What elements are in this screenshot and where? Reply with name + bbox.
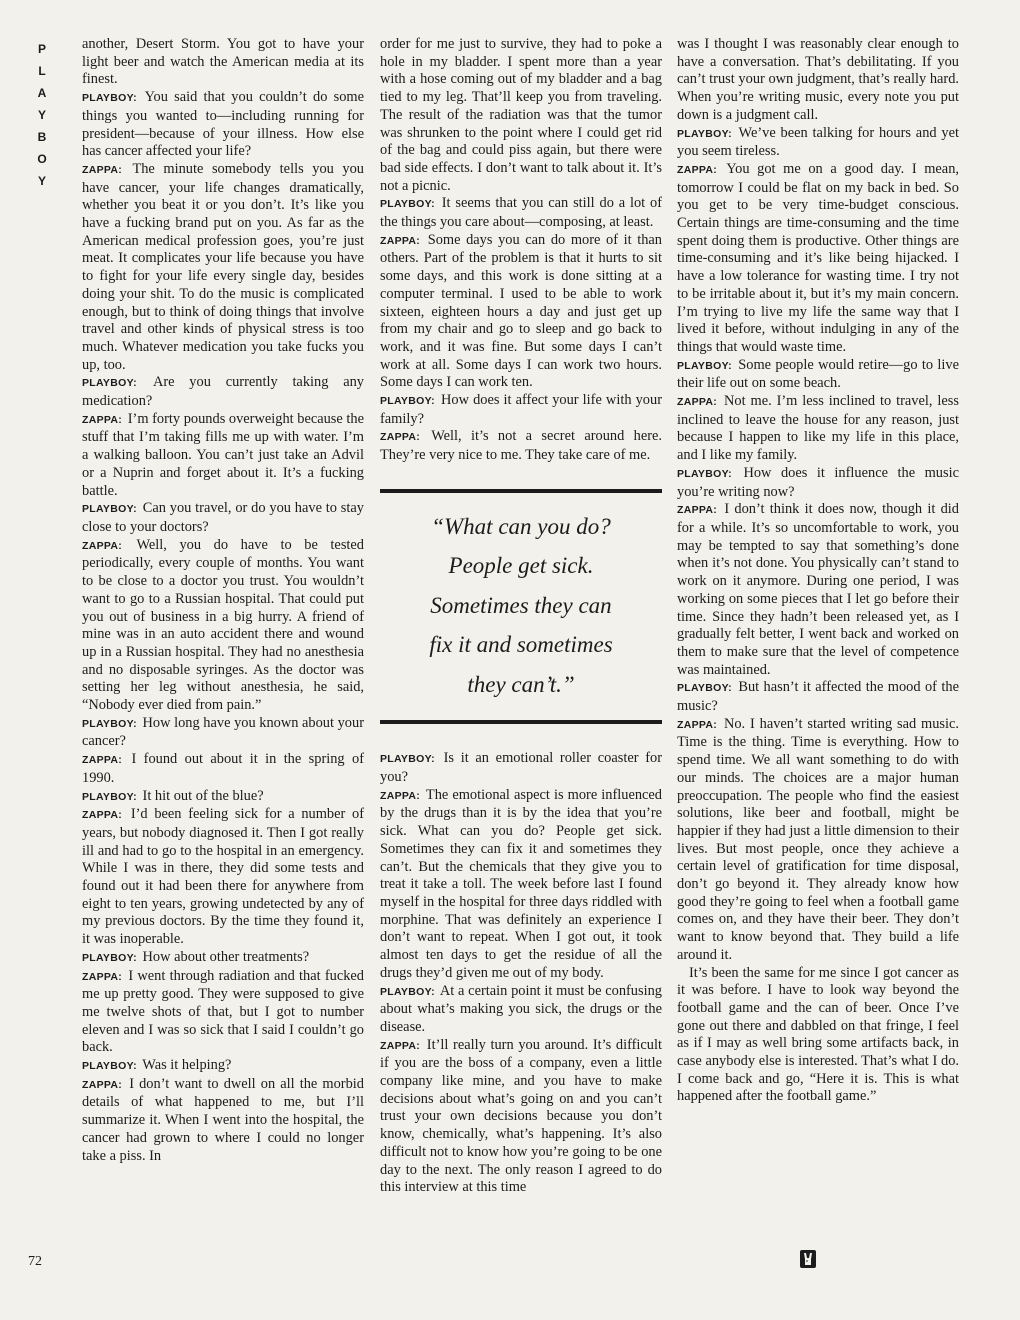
magazine-name-letter: O [37, 152, 47, 166]
speaker-label: PLAYBOY: [677, 467, 732, 480]
paragraph [82, 751, 364, 787]
speaker-label: PLAYBOY: [380, 395, 435, 408]
paragraph [82, 161, 364, 374]
paragraph-text: another, Desert Storm. You got to have your light beer and watch the American media at its finest. [82, 36, 364, 88]
paragraph [380, 787, 662, 983]
paragraph-text: order for me just to survive, they had to poke a hole in my bladder. I spent more than a year with a hose coming out of my bladder and a bag tied to my leg. That’ll keep you from traveling. The result of the radiation was that the tumor was shrunken to the point where I could get rid of the bag and could piss again, but there were bad side effects. I don’t want to talk about it. It’s not a picnic. [380, 36, 662, 194]
speaker-label: ZAPPA: [380, 431, 421, 444]
paragraph [380, 1037, 662, 1197]
paragraph-text: Some days you can do more of it than others. Part of the problem is that it hurts to sit some days, and this work is done sitting at a computer terminal. I used to be able to work sixteen, eighteen hours a day and just get up from my chair and go to sleep and go back to work, and it was fine. But some days I can’t work at all. Some days I can work two hours. Some days I can work ten. [380, 231, 662, 391]
speaker-label: ZAPPA: [380, 789, 421, 802]
speaker-label: ZAPPA: [677, 718, 718, 731]
speaker-label: ZAPPA: [677, 396, 718, 409]
speaker-label: ZAPPA: [380, 234, 421, 247]
paragraph [380, 36, 662, 195]
speaker-label: ZAPPA: [82, 809, 123, 822]
paragraph-text: At a certain point it must be confusing about what’s making you sick, the drugs or the disease. [380, 982, 662, 1035]
paragraph [380, 750, 662, 786]
paragraph [677, 36, 959, 125]
paragraph [677, 679, 959, 715]
paragraph-text: I found out about it in the spring of 1990. [82, 751, 364, 786]
column-1 [82, 36, 364, 1165]
pull-quote [380, 489, 662, 725]
paragraph [82, 715, 364, 751]
pull-quote-line: Sometimes they can [430, 592, 612, 618]
paragraph [677, 965, 959, 1107]
paragraph-text: The minute somebody tells you you have cancer, your life changes dramatically, whether you beat it or you don’t. It’s like you have a fucking brand put on you. As far as the American medical profession goes, you’re just meat. It complicates your life because you have to fight for your life every single day, besides doing your shit. To do the music is complicated enough, but to think of doing things that involve travel and other kinds of physical stress is too much. Whatever medication you take fucks you up, too. [82, 160, 364, 373]
paragraph-text: The emotional aspect is more influenced by the drugs than it is by the idea that you’re sick. What can you do? People get sick. Sometimes they can fix it and sometimes they can’t. But the chemicals that they give you to treat it take a toll. The week before last I found myself in the hospital for three days riddled with morphine. That was definitely an experience I don’t want to repeat. When I got out, it took almost ten days to get the residue of all the drugs they’d given me out of my body. [380, 786, 663, 981]
pull-quote-line: People get sick. [448, 553, 594, 579]
paragraph-text: No. I haven’t started writing sad music. Time is the thing. Time is everything. How to spend time. We all want something to do with our minds. The choices are a major human preoccupation. The people who find the easiest solutions, like beer and football, might be happier if they had just a little dimension to their lives. But most people, once they achieve a certain level of gratification for time disposal, don’t go beyond it. They already know how good they’re going to feel when a football game comes on, and they have their beer. They don’t want to know beyond that. They build a life around it. [677, 715, 959, 963]
paragraph-text: Not me. I’m less inclined to travel, less inclined to leave the house for any reason, just because I happen to like my life in this place, and I like my family. [677, 393, 959, 464]
page-number: 72 [28, 1254, 42, 1269]
paragraph-text: It hit out of the blue? [142, 787, 264, 804]
paragraph-text: How does it affect your life with your family? [380, 392, 662, 427]
speaker-label: ZAPPA: [380, 1039, 421, 1052]
paragraph-text: Well, it’s not a secret around here. They’re very nice to me. They take care of me. [380, 428, 662, 464]
paragraph-text: You said that you couldn’t do some things you wanted to—including running for president—because of your illness. How else has cancer affected your life? [82, 89, 364, 160]
rabbit-head-icon [800, 1250, 816, 1268]
paragraph-text: Is it an emotional roller coaster for you? [380, 750, 662, 786]
paragraph-text: Some people would retire—go to live their life out on some beach. [677, 356, 959, 392]
paragraph-text: I went through radiation and that fucked me up pretty good. They were supposed to give me twelve shots of that, but I got to number eleven and I was so sick that I said I couldn’t go back. [82, 967, 364, 1056]
speaker-label: PLAYBOY: [677, 127, 732, 140]
pull-quote-line: “What can you do? [431, 513, 611, 539]
paragraph [677, 393, 959, 465]
magazine-name-letter: Y [37, 174, 46, 188]
paragraph-text: I don’t think it does now, though it did for a while. It’s so uncomfortable to work, you may be tempted to say that something’s done when it’s not done. You physically can’t stand to work on it anymore. During one period, I was working on some pieces that I let go before their time. Since they hadn’t been released yet, as I gradually felt better, I went back and worked on them to make sure that the level of competence was maintained. [677, 501, 959, 678]
paragraph-text: Are you currently taking any medication? [82, 374, 364, 410]
paragraph [380, 392, 662, 428]
speaker-label: ZAPPA: [677, 504, 718, 517]
paragraph-text: I don’t want to dwell on all the morbid details of what happened to me, but I’ll summarize it. When I went into the hospital, the cancer had grown to where I could no longer take a piss. In [82, 1075, 364, 1164]
speaker-label: ZAPPA: [82, 754, 123, 767]
paragraph [82, 537, 364, 715]
paragraph-text: We’ve been talking for hours and yet you seem tireless. [677, 124, 960, 160]
paragraph [380, 428, 662, 464]
magazine-name-vertical [32, 38, 52, 192]
paragraph-text: It’s been the same for me since I got cancer as it was before. I have to look way beyond the football game and the can of beer. Once I’ve gone out there and dabbled on that fringe, I feel as if I may as well bring some artifacts back, in case anybody else is interested. That’s what I do. I come back and go, “Here it is. This is what happened after the football game.” [677, 964, 959, 1105]
speaker-label: ZAPPA: [82, 413, 123, 426]
paragraph [677, 125, 959, 161]
paragraph [82, 374, 364, 410]
speaker-label: ZAPPA: [82, 539, 123, 552]
speaker-label: ZAPPA: [82, 163, 123, 176]
paragraph-text: You got me on a good day. I mean, tomorrow I could be flat on my back in bed. So you get to be very time-budget conscious. Certain things are time-consuming and the time spent doing them is productive. Other things are time-consuming and it’s like being hijacked. I have a low tolerance for wasting time. I try not to be irritable about it, but it’s my main concern. I’m trying to live my life the same way that I lived it before, without indulging in any of the things that would waste time. [677, 160, 959, 355]
paragraph [82, 1076, 364, 1166]
pull-quote-line: fix it and sometimes [429, 632, 613, 658]
paragraph [82, 806, 364, 949]
paragraph [677, 716, 959, 965]
pull-quote-line: they can’t.” [467, 671, 575, 697]
speaker-label: PLAYBOY: [82, 377, 137, 390]
paragraph [677, 161, 959, 357]
speaker-label: ZAPPA: [82, 1078, 123, 1091]
paragraph-text: I’d been feeling sick for a number of years, but nobody diagnosed it. Then I got really ill and had to go to the hospital in an emergency. While I was in there, they did some tests and found out it had been there for anywhere from eight to ten years, growing undetected by any of my previous doctors. By the time they found it, it was inoperable. [82, 806, 364, 948]
speaker-label: PLAYBOY: [82, 1060, 137, 1073]
paragraph [380, 983, 662, 1037]
speaker-label: PLAYBOY: [82, 92, 137, 105]
speaker-label: PLAYBOY: [82, 717, 137, 730]
paragraph-text: Well, you do have to be tested periodically, every couple of months. You want to be close to a doctor you trust. You wouldn’t want to go to a Russian hospital. That could put you out of business in a big hurry. A friend of mine was in an auto accident there and wound up in a Russian hospital. They had no anesthesia and no disposable syringes. As the doctor was setting her leg without anesthesia, he said, “Nobody ever died from pain.” [82, 536, 365, 714]
paragraph-text: But hasn’t it affected the mood of the music? [677, 679, 959, 715]
speaker-label: ZAPPA: [677, 163, 718, 176]
column-2-bottom-text [380, 750, 662, 1197]
column-2-top-text [380, 36, 662, 465]
magazine-name-letter: A [37, 86, 47, 100]
paragraph-text: Was it helping? [142, 1057, 232, 1074]
paragraph [677, 465, 959, 501]
paragraph [677, 501, 959, 679]
paragraph [82, 788, 364, 807]
speaker-label: ZAPPA: [82, 970, 123, 983]
speaker-label: PLAYBOY: [82, 790, 137, 803]
paragraph-text: Can you travel, or do you have to stay close to your doctors? [82, 500, 364, 535]
speaker-label: PLAYBOY: [82, 951, 137, 964]
paragraph [380, 232, 662, 392]
paragraph [82, 89, 364, 161]
speaker-label: PLAYBOY: [380, 198, 435, 211]
paragraph-text: How about other treatments? [142, 948, 310, 965]
magazine-name-letter: B [37, 130, 47, 144]
paragraph [380, 195, 662, 231]
magazine-name-letter: Y [37, 108, 46, 122]
magazine-name-letter: P [37, 42, 46, 56]
column-2 [380, 36, 662, 1197]
paragraph [82, 500, 364, 536]
speaker-label: PLAYBOY: [380, 985, 435, 998]
paragraph [82, 411, 364, 501]
paragraph [82, 1057, 364, 1076]
speaker-label: PLAYBOY: [677, 682, 732, 695]
paragraph [82, 949, 364, 968]
paragraph [82, 968, 364, 1058]
paragraph-text: How long have you known about your cancer? [82, 714, 364, 750]
paragraph-text: was I thought I was reasonably clear enough to have a conversation. That’s debilitating. If you can’t trust your own judgment, that’s really hard. When you’re writing music, every note you put down is a judgment call. [677, 36, 959, 123]
paragraph-text: It seems that you can still do a lot of the things you care about—composing, at least. [380, 195, 662, 231]
paragraph-text: How does it influence the music you’re writing now? [677, 464, 959, 500]
column-3 [677, 36, 959, 1106]
paragraph [677, 357, 959, 393]
speaker-label: PLAYBOY: [380, 753, 435, 766]
paragraph [82, 36, 364, 89]
speaker-label: PLAYBOY: [82, 503, 137, 516]
magazine-name-letter: L [38, 64, 46, 78]
paragraph-text: It’ll really turn you around. It’s difficult if you are the boss of a company, even a little company like mine, and you have to make decisions about what’s going on and you can’t trust your own decisions because you don’t know, chemically, what’s happening. It’s also difficult not to know how you’re going to be one day to the next. The only reason I agreed to do this interview at this time [380, 1036, 662, 1196]
paragraph-text: I’m forty pounds overweight because the stuff that I’m taking fills me up with water. I’m a walking balloon. You can’t just take an Advil or a Nuprin and forget about it. It’s a fucking battle. [82, 410, 364, 499]
speaker-label: PLAYBOY: [677, 359, 732, 372]
